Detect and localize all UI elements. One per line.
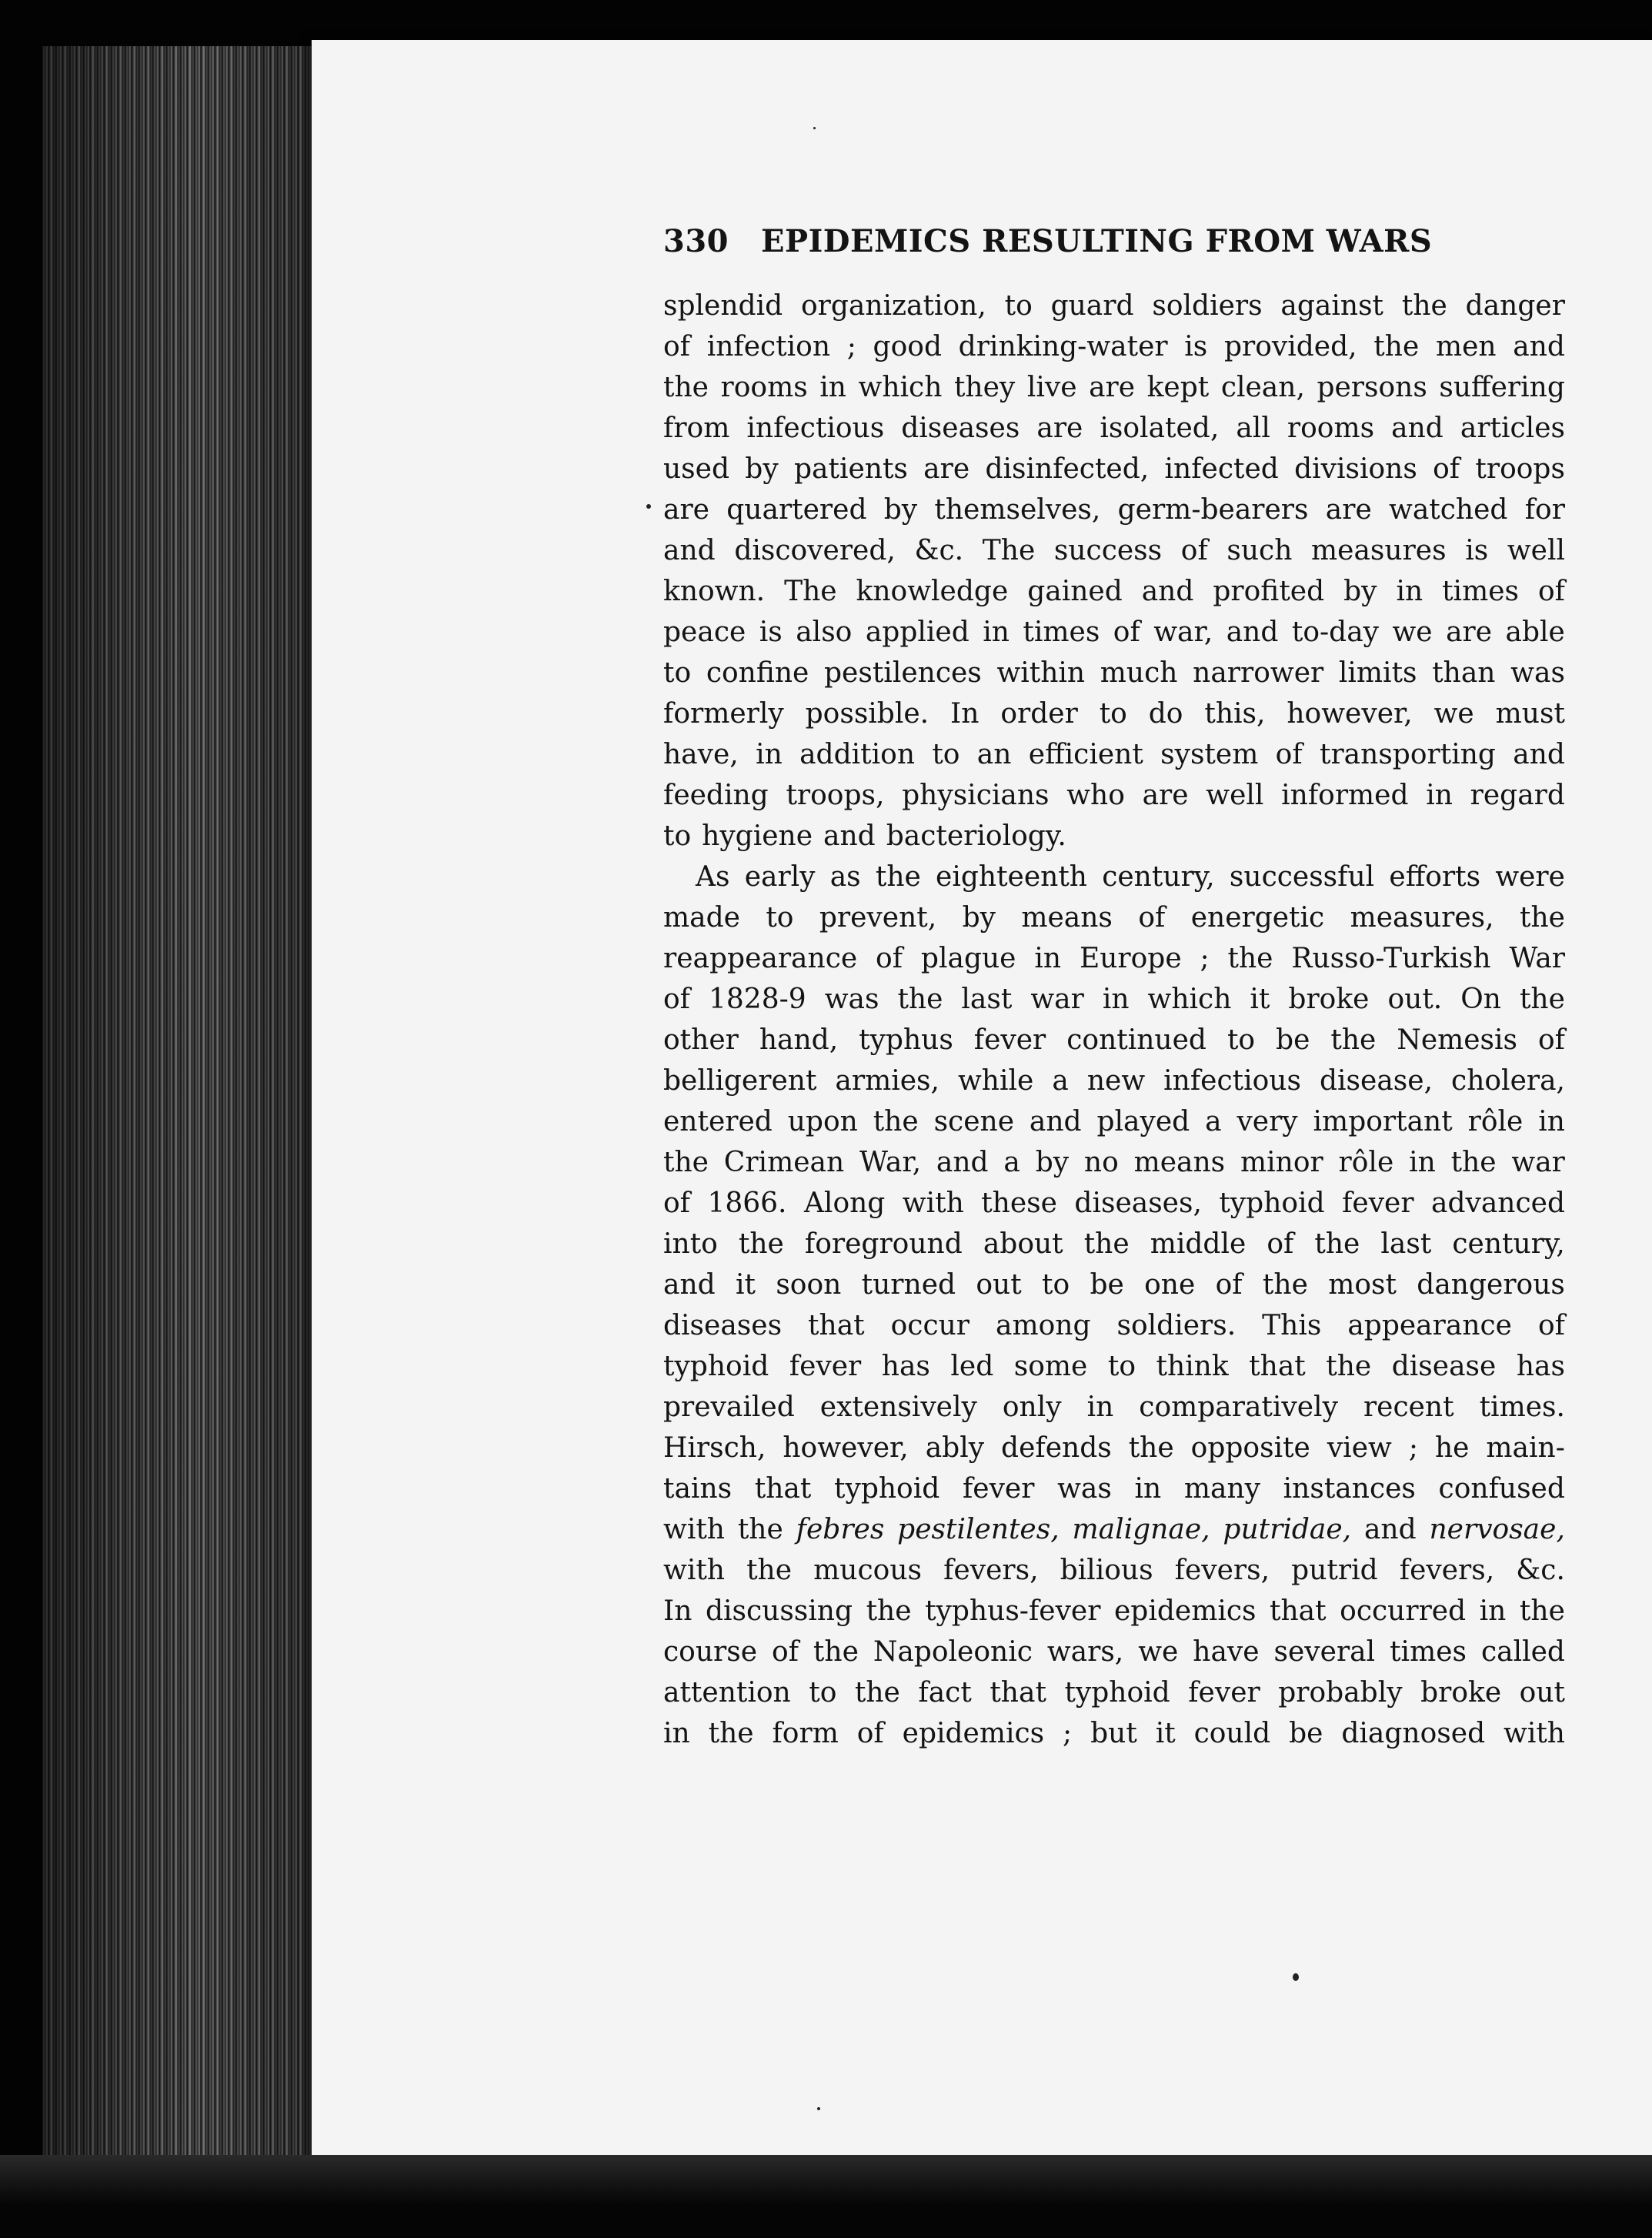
text-line: are quartered by themselves, germ-bearers are watched for [663,494,1565,526]
text-line: of infection ; good drinking-water is provided, the men and [663,331,1565,362]
specks-dot [1293,1973,1299,1981]
running-title: EPIDEMICS RESULTING FROM WARS [761,223,1433,259]
text-line: into the foreground about the middle of the last century, [663,1228,1565,1260]
body-text [663,286,1565,1754]
specks-dot [813,127,816,129]
text-line: course of the Napoleonic wars, we have several times called [663,1636,1565,1668]
text-line: Hirsch, however, ably defends the opposite view ; he main- [663,1432,1565,1464]
text-line: feeding troops, physicians who are well informed in regard [663,780,1565,811]
text-line: typhoid fever has led some to think that the disease has [663,1351,1565,1382]
text-line: other hand, typhus fever continued to be the Nemesis of [663,1024,1565,1056]
bottom-dark-band [0,2155,1652,2238]
text-line: of 1828-9 was the last war in which it broke out. On the [663,984,1565,1015]
text-line: belligerent armies, while a new infectious disease, cholera, [663,1065,1565,1097]
text-line: diseases that occur among soldiers. This appearance of [663,1310,1565,1341]
text-line: with the febres pestilentes, malignae, putridae, and nervosae, [663,1514,1565,1545]
running-head [663,223,1565,259]
text-line: As early as the eighteenth century, successful efforts were [696,861,1565,893]
page-number: 330 [663,223,729,259]
text-block [663,223,1565,1754]
text-line: reappearance of plague in Europe ; the Russo-Turkish War [663,943,1565,974]
text-line: have, in addition to an efficient system of transporting and [663,739,1565,770]
text-line: splendid organization, to guard soldiers against the danger [663,290,1565,322]
specks-dot [646,504,651,509]
text-line: attention to the fact that typhoid fever probably broke out [663,1677,1565,1709]
text-line: used by patients are disinfected, infected divisions of troops [663,453,1565,485]
text-line: known. The knowledge gained and profited by in times of [663,576,1565,607]
fore-edge-shadow [42,46,319,2186]
text-line: entered upon the scene and played a very important rôle in [663,1106,1565,1137]
text-line: from infectious diseases are isolated, all rooms and articles [663,413,1565,444]
text-line: prevailed extensively only in comparatively recent times. [663,1391,1565,1423]
text-line: formerly possible. In order to do this, however, we must [663,698,1565,730]
text-line: made to prevent, by means of energetic measures, the [663,902,1565,934]
text-line: to hygiene and bacteriology. [663,820,1066,852]
text-line: the Crimean War, and a by no means minor rôle in the war [663,1147,1565,1178]
text-line: and discovered, &c. The success of such measures is well [663,535,1565,566]
text-line: In discussing the typhus-fever epidemics that occurred in the [663,1595,1565,1627]
text-line: in the form of epidemics ; but it could be diagnosed with [663,1718,1565,1749]
text-line: of 1866. Along with these diseases, typhoid fever advanced [663,1187,1565,1219]
text-line: to confine pestilences within much narrower limits than was [663,657,1565,689]
text-line: peace is also applied in times of war, and to-day we are able [663,616,1565,648]
text-line: the rooms in which they live are kept clean, persons suffering [663,372,1565,403]
text-line: and it soon turned out to be one of the most dangerous [663,1269,1565,1301]
text-line: with the mucous fevers, bilious fevers, putrid fevers, &c. [663,1555,1565,1586]
text-line: tains that typhoid fever was in many instances confused [663,1473,1565,1505]
specks-dot [817,2107,820,2110]
